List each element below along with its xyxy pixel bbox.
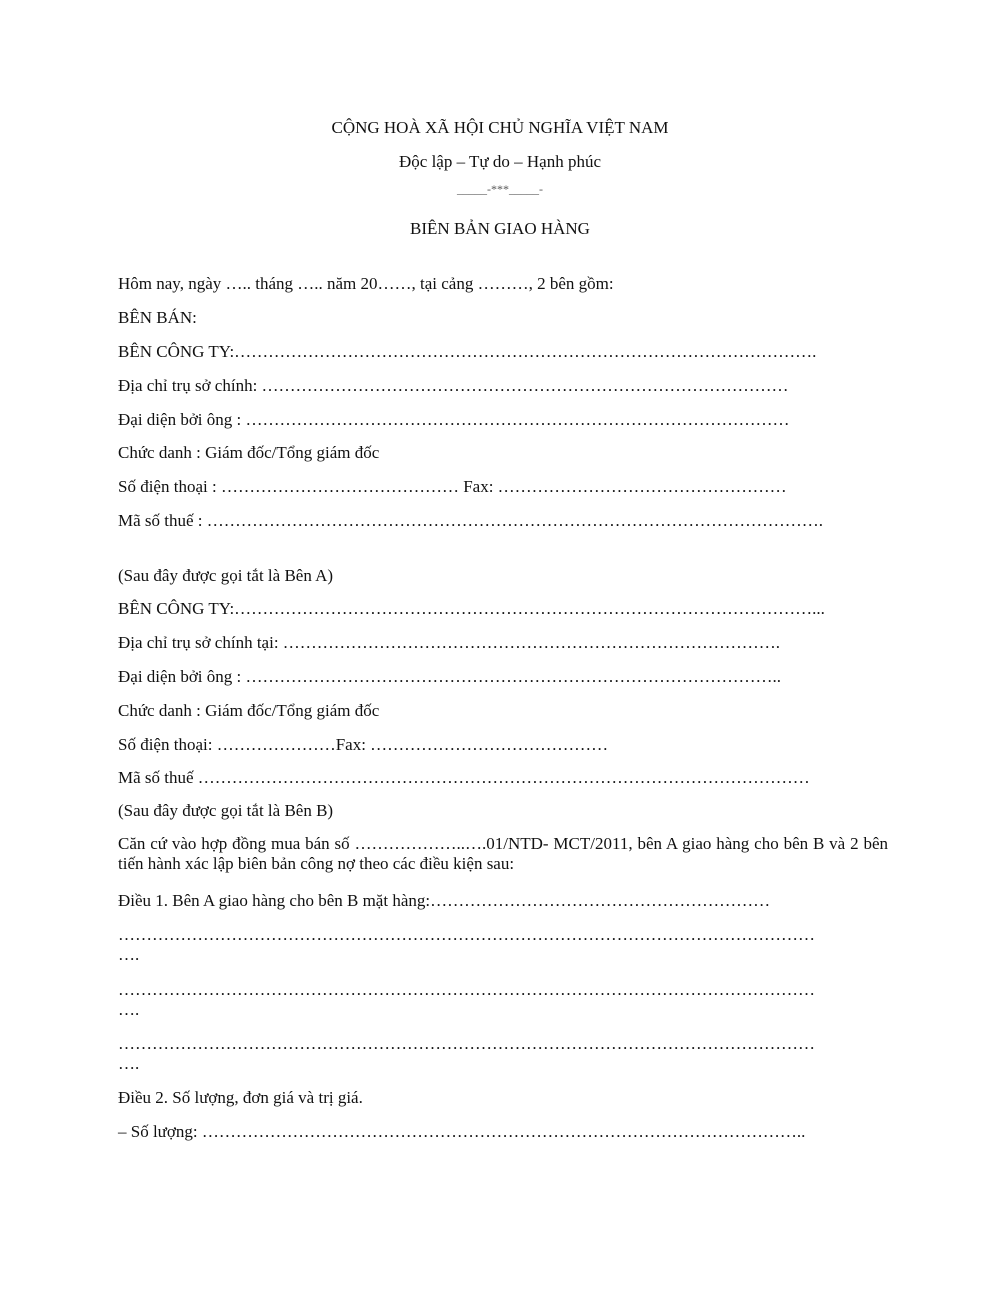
seller-phone-fax-field: Số điện thoại : …………………………………… Fax: …………………………………………… (118, 477, 787, 496)
buyer-alias: (Sau đây được gọi tắt là Bên B) (118, 801, 334, 820)
buyer-address-field: Địa chỉ trụ sở chính tại: ……………………………………………………………………………. (118, 633, 781, 652)
motto: Độc lập – Tự do – Hạnh phúc (399, 152, 601, 171)
buyer-company-field: BÊN CÔNG TY:…………………………………………………………………………………………... (118, 599, 825, 618)
article-1-blank-line: …. (118, 1000, 140, 1019)
separator: _____-***_____- (457, 182, 543, 196)
article-2-quantity-field: – Số lượng: …………………………………………………………………………………………….. (118, 1122, 806, 1141)
seller-representative-field: Đại diện bởi ông : …………………………………………………………………………………… (118, 410, 790, 429)
seller-position: Chức danh : Giám đốc/Tổng giám đốc (118, 443, 380, 462)
article-1-blank-line: …………………………………………………………………………………………………………… (118, 925, 815, 944)
article-1-blank-line: …………………………………………………………………………………………………………… (118, 980, 815, 999)
article-1-blank-line: …. (118, 1054, 140, 1073)
buyer-tax-code-field: Mã số thuế ……………………………………………………………………………………………… (118, 768, 810, 787)
article-1-blank-line: …………………………………………………………………………………………………………… (118, 1034, 815, 1053)
buyer-representative-field: Đại diện bởi ông : ………………………………………………………………………………….. (118, 667, 781, 686)
seller-company-field: BÊN CÔNG TY:…………………………………………………………………………………………. (118, 342, 817, 361)
contract-basis-paragraph: Căn cứ vào hợp đồng mua bán số ………………..….01/NTD- MCT/2011, bên A giao hàng cho bên B và 2 bên tiến hành xác lập biên bản công nợ theo các điều kiện sau: (118, 834, 888, 873)
article-1-title: Điều 1. Bên A giao hàng cho bên B mặt hàng:…………………………………………………… (118, 891, 771, 910)
buyer-position: Chức danh : Giám đốc/Tổng giám đốc (118, 701, 380, 720)
seller-alias: (Sau đây được gọi tắt là Bên A) (118, 566, 334, 585)
national-title: CỘNG HOÀ XÃ HỘI CHỦ NGHĨA VIỆT NAM (331, 118, 669, 137)
seller-tax-code-field: Mã số thuế : ………………………………………………………………………………………………. (118, 511, 824, 530)
article-1-blank-line: …. (118, 945, 140, 964)
buyer-phone-fax-field: Số điện thoại: …………………Fax: …………………………………… (118, 735, 609, 754)
seller-heading: BÊN BÁN: (118, 308, 197, 327)
document-title: BIÊN BẢN GIAO HÀNG (410, 219, 590, 238)
seller-address-field: Địa chỉ trụ sở chính: ………………………………………………………………………………… (118, 376, 789, 395)
intro-line: Hôm nay, ngày ….. tháng ….. năm 20……, tại cảng ………, 2 bên gồm: (118, 274, 614, 293)
article-2-title: Điều 2. Số lượng, đơn giá và trị giá. (118, 1088, 363, 1107)
